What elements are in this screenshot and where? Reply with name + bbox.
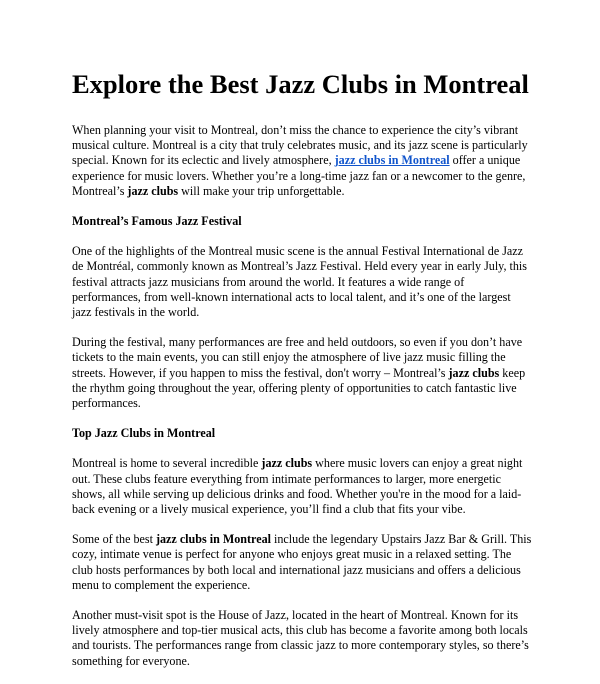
top-clubs-paragraph-1 xyxy=(72,456,532,517)
top-clubs-p1-bold: jazz clubs xyxy=(261,456,313,471)
top-clubs-paragraph-2 xyxy=(72,532,532,593)
top-clubs-paragraph-3: Another must-visit spot is the House of Jazz, located in the heart of Montreal. Known for its lively atmosphere and top-tier musical acts, this club has become a favorite among both locals and tourists. The performances range from classic jazz to more contemporary styles, so there’s something for everyone. xyxy=(72,608,529,668)
top-clubs-heading: Top Jazz Clubs in Montreal xyxy=(72,426,216,441)
top-clubs-p2-text-1: Some of the best xyxy=(72,532,156,547)
top-clubs-p1-text-2: where music lovers can enjoy a great night out. These clubs feature everything from intimate performances to larger, more energetic shows, all while serving up delicious drinks and food. Whether you're in the mood for a laid-back evening or a lively musical experience, you’ll find a club that fits your vibe. xyxy=(72,456,523,517)
festival-heading: Montreal’s Famous Jazz Festival xyxy=(72,214,242,229)
festival-paragraph-2 xyxy=(72,335,532,411)
intro-bold-text: jazz clubs xyxy=(127,183,179,198)
festival-p2-text-1: During the festival, many performances are free and held outdoors, so even if you don’t have tickets to the main events, you can still enjoy the atmosphere of live jazz music filling the streets. However, if you happen to miss the festival, don't worry – Montreal’s xyxy=(72,335,523,380)
festival-p2-text-2: keep the rhythm going throughout the year, offering plenty of opportunities to catch fantastic live performances. xyxy=(72,365,526,411)
intro-text-1: When planning your visit to Montreal, don’t miss the chance to experience the city’s vibrant musical culture. Montreal is a city that truly celebrates music, and its jazz scene is particularly special. Known for its eclectic and lively atmosphere, xyxy=(72,123,528,168)
top-clubs-p2-bold: jazz clubs in Montreal xyxy=(155,532,271,547)
intro-text-3: will make your trip unforgettable. xyxy=(178,183,345,198)
jazz-clubs-link[interactable]: jazz clubs in Montreal xyxy=(334,153,450,168)
top-clubs-p1-text-1: Montreal is home to several incredible xyxy=(72,456,262,471)
intro-text-2: offer a unique experience for music lovers. Whether you’re a long-time jazz fan or a newcomer to the genre, Montreal’s xyxy=(72,153,526,198)
festival-p2-bold: jazz clubs xyxy=(448,365,500,380)
document-page xyxy=(72,68,532,684)
intro-paragraph xyxy=(72,123,532,199)
festival-paragraph-1: One of the highlights of the Montreal music scene is the annual Festival International de Jazz de Montréal, commonly known as Montreal’s Jazz Festival. Held every year in early July, this festival attracts jazz musicians from around the world. It features a wide range of performances, from well-known international acts to local talent, and it’s one of the largest jazz festivals in the world. xyxy=(72,244,527,320)
top-clubs-p2-text-2: include the legendary Upstairs Jazz Bar & Grill. This cozy, intimate venue is perfect for anyone who enjoys great music in a relaxed setting. The club hosts performances by both local and international jazz musicians and offers a delicious menu to complement the experience. xyxy=(72,532,532,592)
page-title: Explore the Best Jazz Clubs in Montreal xyxy=(72,69,529,99)
